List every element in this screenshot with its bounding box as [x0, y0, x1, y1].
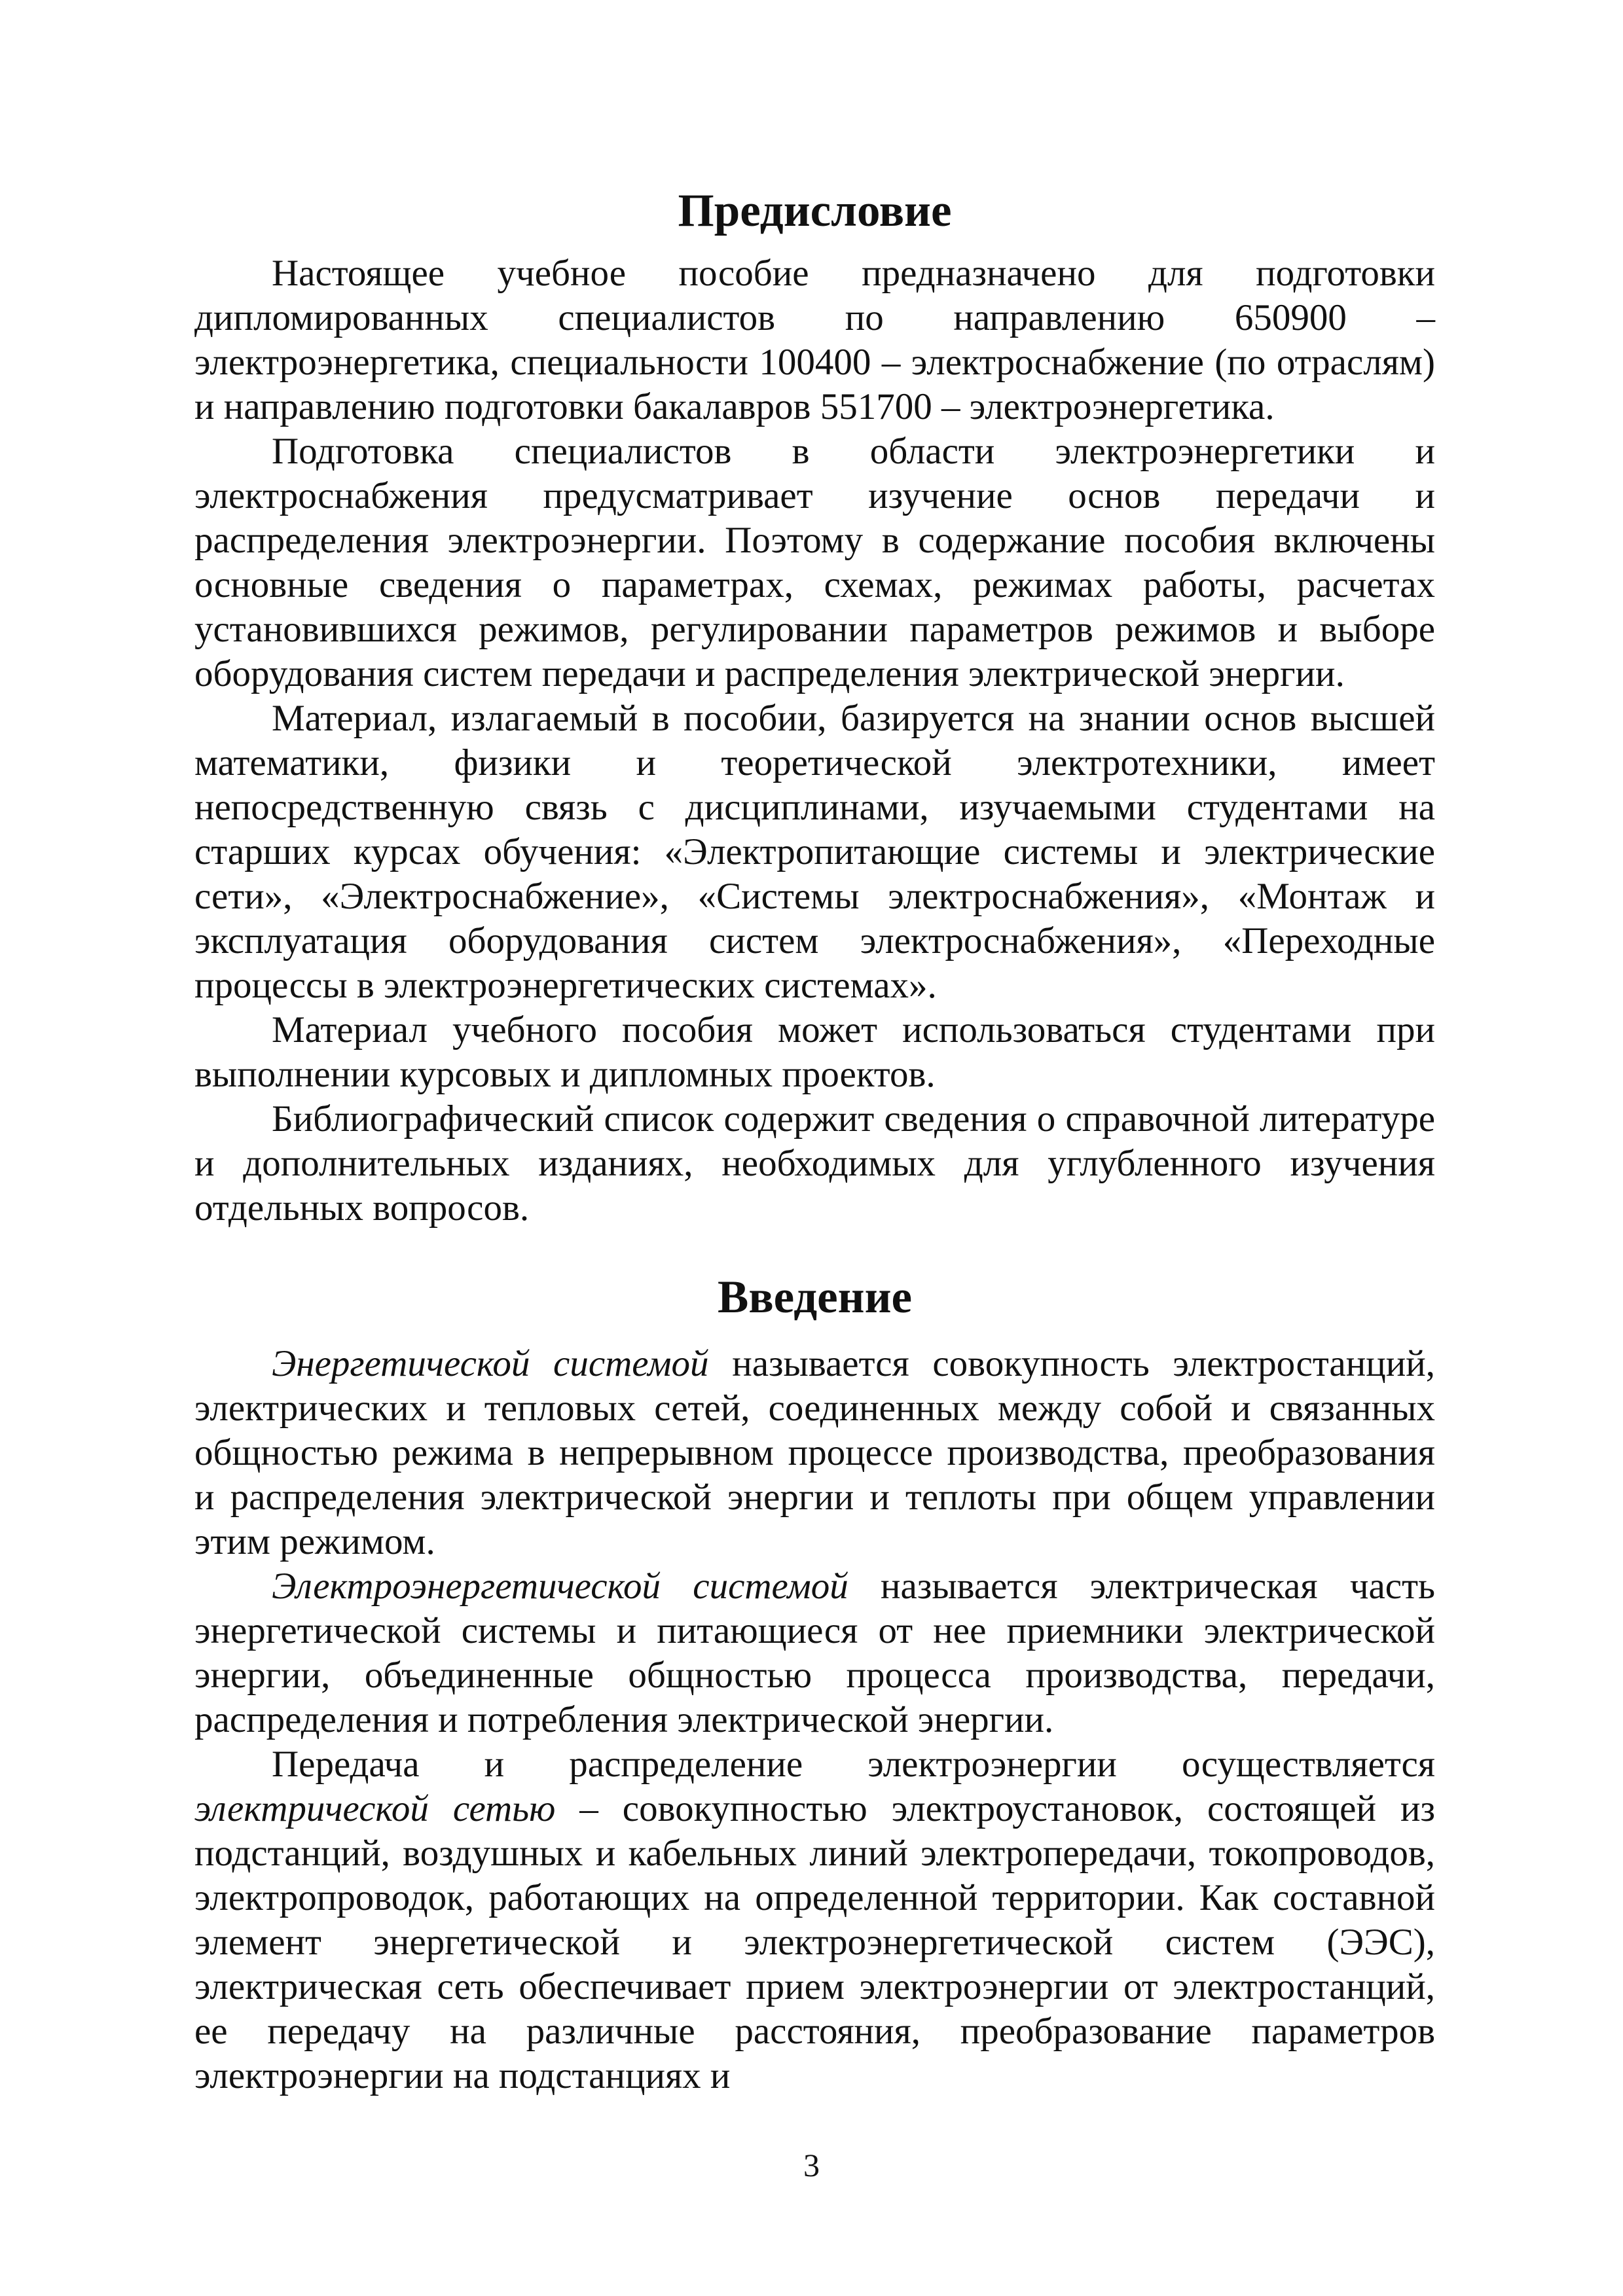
introduction-paragraph-1: [194, 1342, 1435, 1564]
term-energy-system: Энергетической системой: [272, 1343, 709, 1384]
introduction-paragraph-1-text: называется совокупность электростанций, электрических и тепловых сетей, соединенных между собой и связанных общностью режима в непрерывном процессе производства, преобразования и распределения электрической энергии и теплоты при общем управлении этим режимом.: [194, 1343, 1435, 1562]
introduction-paragraph-3-text: – совокупностью электроустановок, состоящей из подстанций, воздушных и кабельных линий электропередачи, токопроводов, электропроводок, работающих на определенной территории. Как составной элемент энергетической и электроэнергетической систем (ЭЭС), электрическая сеть обеспечивает прием электроэнергии от электростанций, ее передачу на различные расстояния, преобразование параметров электроэнергии на подстанциях и: [194, 1788, 1435, 2096]
introduction-title: Введение: [717, 1272, 913, 1323]
foreword-paragraph-4: Материал учебного пособия может использоваться студентами при выполнении курсовых и дипломных проектов.: [194, 1009, 1435, 1095]
introduction-paragraph-3: [194, 1742, 1435, 2098]
introduction-paragraph-3-lead: Передача и распределение электроэнергии осуществляется: [272, 1744, 1435, 1785]
introduction-paragraph-2: [194, 1564, 1435, 1742]
term-electric-power-system: Электроэнергетической системой: [272, 1566, 848, 1607]
introduction-paragraph-2-text: называется электрическая часть энергетической системы и питающиеся от нее приемники электрической энергии, объединенные общностью процесса производства, передачи, распределения и потребления электрической энергии.: [194, 1566, 1435, 1740]
term-electric-network: электрической сетью: [194, 1788, 556, 1829]
foreword-paragraph-5: Библиографический список содержит сведения о справочной литературе и дополнительных изданиях, необходимых для углубленного изучения отдельных вопросов.: [194, 1098, 1435, 1229]
foreword-paragraph-2: Подготовка специалистов в области электроэнергетики и электроснабжения предусматривает изучение основ передачи и распределения электроэнергии. Поэтому в содержание пособия включены основные сведения о параметрах, схемах, режимах работы, расчетах установившихся режимов, регулировании параметров режимов и выборе оборудования систем передачи и распределения электрической энергии.: [194, 431, 1435, 694]
foreword-paragraph-3: Материал, излагаемый в пособии, базируется на знании основ высшей математики, физики и теоретической электротехники, имеет непосредственную связь с дисциплинами, изучаемыми студентами на старших курсах обучения: «Электропитающие системы и электрические сети», «Электроснабжение», «Системы электроснабжения», «Монтаж и эксплуатация оборудования систем электроснабжения», «Переходные процессы в электроэнергетических системах».: [194, 698, 1435, 1006]
foreword-paragraph-1: Настоящее учебное пособие предназначено для подготовки дипломированных специалистов по направлению 650900 – электроэнергетика, специальности 100400 – электроснабжение (по отраслям) и направлению подготовки бакалавров 551700 – электроэнергетика.: [194, 253, 1435, 427]
page-number: 3: [803, 2147, 820, 2183]
page-content: [194, 185, 1435, 2098]
foreword-title: Предисловие: [678, 185, 952, 236]
